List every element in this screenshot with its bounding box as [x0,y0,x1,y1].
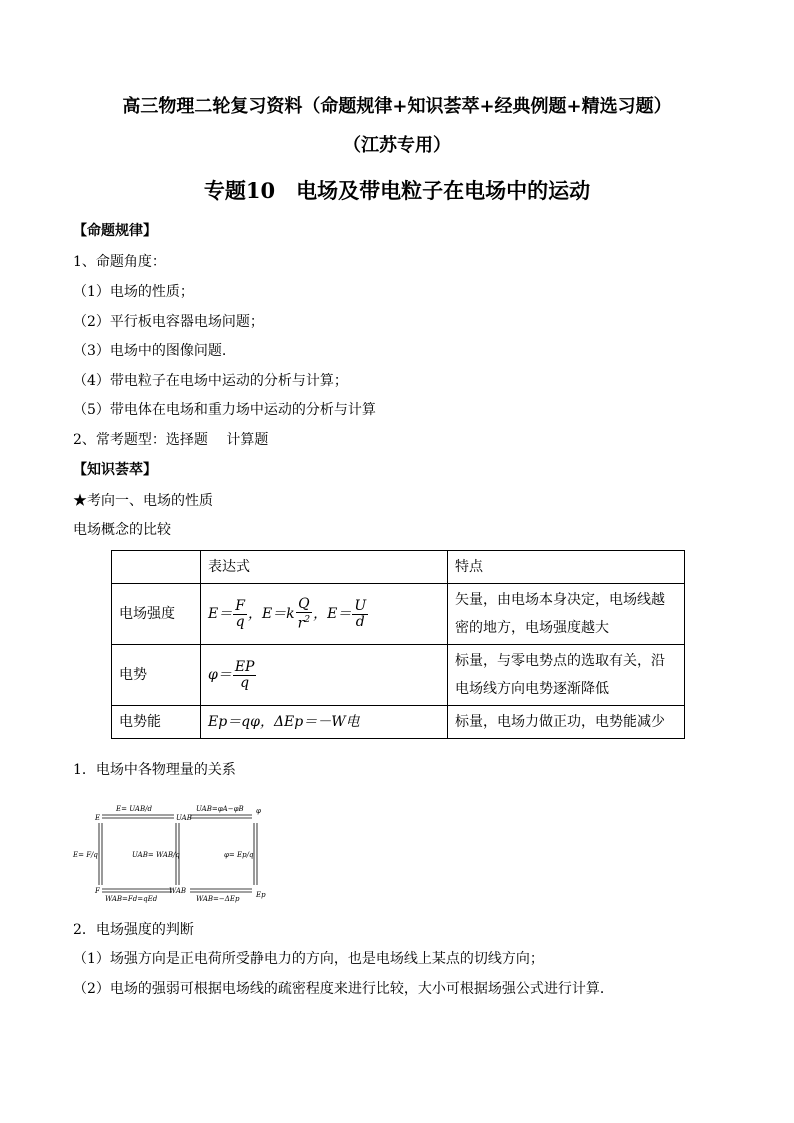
label-e-uab-d: E= UAB/d [116,805,152,813]
direction-heading: ★考向一、电场的性质 [73,493,213,509]
document-subtitle: （江苏专用） [343,135,451,156]
table-row [112,584,685,645]
row-name: 电势 [112,645,201,706]
node-uab: UAB [176,814,192,822]
label-uab-wab-q: UAB= WAB/q [132,851,180,859]
node-f: F [95,887,100,895]
label-wab-dep: WAB=−ΔEp [196,895,240,903]
rule-item: （2）平行板电容器电场问题； [73,314,264,330]
table-caption: 电场概念的比较 [73,522,171,538]
label-uab-phi: UAB=φA−φB [196,805,244,813]
rule-item: （4）带电粒子在电场中运动的分析与计算； [73,373,348,389]
table-row [112,645,685,706]
formula-potential: φ＝ $\frac{EP}{q}$ [208,658,255,691]
judge-heading: 2．电场强度的判断 [73,922,194,938]
relation-heading: 1．电场中各物理量的关系 [73,762,236,778]
row-expression: Ep＝qφ，ΔEp＝－W电 [201,706,448,739]
label-phi-ep-q: φ= Ep/q [224,851,254,859]
label-e-f-q: E= F/q [73,851,98,859]
row-expression [201,584,448,645]
angle-label: 1、命题角度： [73,254,166,270]
concept-comparison-table [111,550,685,739]
row-feature: 矢量，由电场本身决定，电场线越密的地方，电场强度越大 [448,584,685,645]
document-title: 高三物理二轮复习资料（命题规律+知识荟萃+经典例题+精选习题） [122,96,672,117]
judge-item: （1）场强方向是正电荷所受静电力的方向，也是电场线上某点的切线方向； [73,951,544,967]
section-heading-rules: 【命题规律】 [73,223,157,239]
question-types: 2、常考题型：选择题 计算题 [73,432,269,448]
table-row [112,706,685,739]
formula-e-f-q: E＝ $\frac{F}{q}$ ，E＝k $\frac{Q}{r^2}$ ，E＝ $\frac{U}{d}$ [208,595,367,632]
node-wab: WAB [169,887,187,895]
topic-title: 专题10 电场及带电粒子在电场中的运动 [203,178,591,203]
table-header-row [112,551,685,584]
node-e: E [95,814,101,822]
row-feature: 标量，与零电势点的选取有关，沿电场线方向电势逐渐降低 [448,645,685,706]
relation-diagram [72,793,272,905]
rule-item: （3）电场中的图像问题. [73,343,227,359]
row-name: 电场强度 [112,584,201,645]
label-wab-fd: WAB=Fd=qEd [105,895,158,903]
node-phi: φ [256,807,261,815]
row-feature: 标量，电场力做正功，电势能减少 [448,706,685,739]
row-expression [201,645,448,706]
table-header-cell [112,551,201,584]
row-name: 电势能 [112,706,201,739]
section-heading-knowledge: 【知识荟萃】 [73,462,157,478]
rule-item: （1）电场的性质； [73,284,194,300]
judge-item: （2）电场的强弱可根据电场线的疏密程度来进行比较，大小可根据场强公式进行计算． [73,981,614,997]
table-header-cell: 表达式 [201,551,448,584]
node-ep: Ep [256,891,266,899]
rule-item: （5）带电体在电场和重力场中运动的分析与计算 [73,402,376,418]
table-header-cell: 特点 [448,551,685,584]
